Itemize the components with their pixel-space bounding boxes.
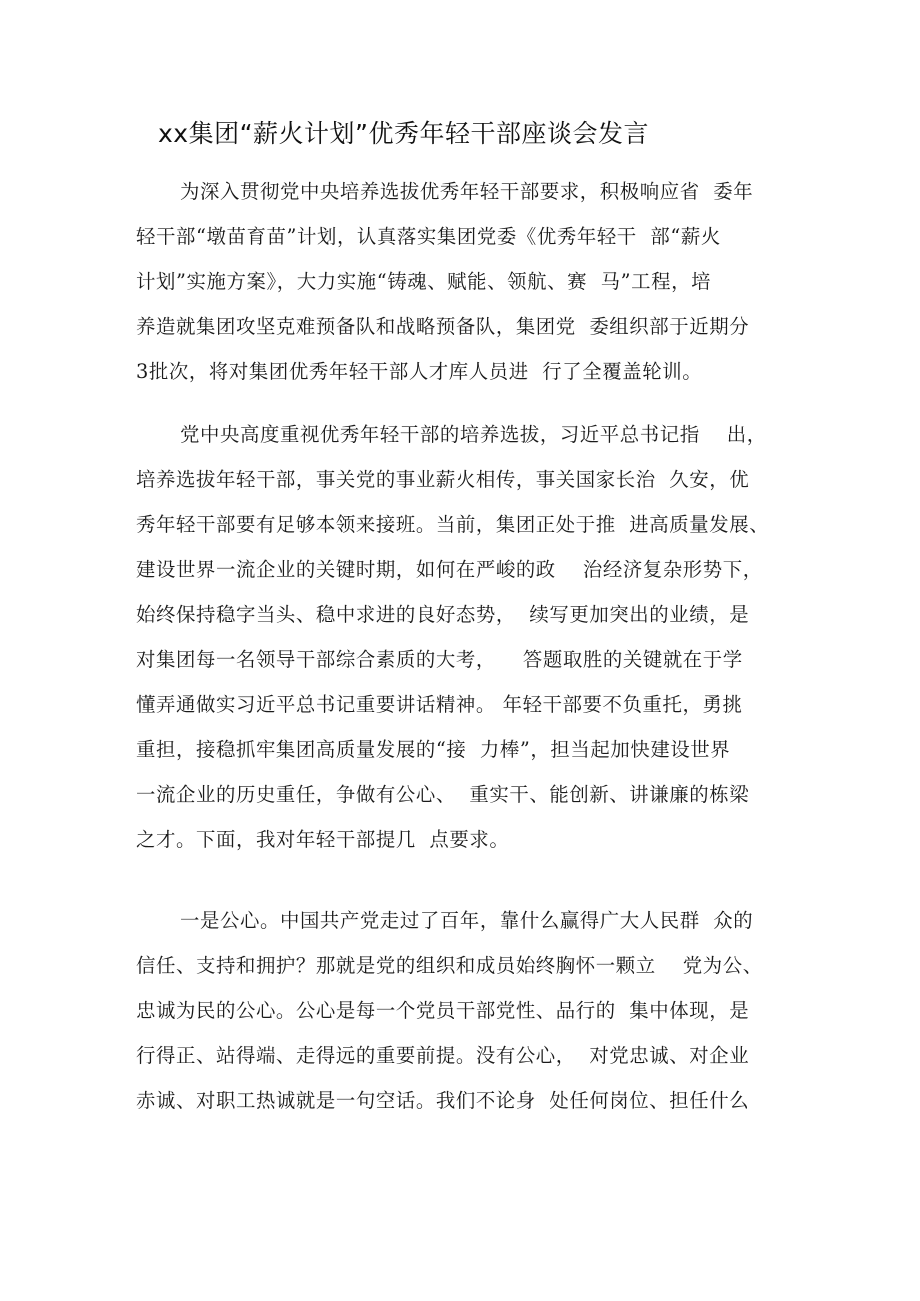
paragraph-line: 计划”实施方案》，大力实施“铸魂、赋能、领航、赛 马”工程，培	[136, 270, 712, 293]
paragraph-line: 养造就集团攻坚克难预备队和战略预备队，集团党 委组织部于近期分	[136, 315, 750, 338]
paragraph-line: 一流企业的历史重任，争做有公心、 重实干、能创新、讲谦廉的栋梁	[136, 783, 750, 806]
paragraph-2	[136, 412, 798, 862]
paragraph-3	[136, 898, 798, 1123]
paragraph-line: 始终保持稳字当头、稳中求进的良好态势， 续写更加突出的业绩，是	[136, 603, 750, 626]
paragraph-line: 党中央高度重视优秀年轻干部的培养选拔，习近平总书记指 出，	[180, 423, 767, 446]
paragraph-1	[136, 169, 798, 394]
paragraph-line: 一是公心。中国共产党走过了百年，靠什么赢得广大人民群 众的	[180, 909, 754, 932]
paragraph-line: 轻干部“墩苗育苗”计划，认真落实集团党委《优秀年轻干 部“薪火	[136, 225, 721, 248]
paragraph-line: 懂弄通做实习近平总书记重要讲话精神。 年轻干部要不负重托，勇挑	[136, 693, 743, 716]
paragraph-line: 忠诚为民的公心。公心是每一个党员干部党性、品行的 集中体现，是	[136, 999, 750, 1022]
paragraph-line: 建设世界一流企业的关键时期，如何在严峻的政 治经济复杂形势下，	[136, 558, 763, 581]
paragraph-line: 培养选拔年轻干部，事关党的事业薪火相传，事关国家长治 久安，优	[136, 468, 750, 491]
paragraph-line: 之才。下面，我对年轻干部提几 点要求。	[136, 828, 510, 851]
paragraph-line: 为深入贯彻党中央培养选拔优秀年轻干部要求，积极响应省 委年	[180, 180, 754, 203]
paragraph-line: 对集团每一名领导干部综合素质的大考， 答题取胜的关键就在于学	[136, 648, 743, 671]
paragraph-line: 3批次，将对集团优秀年轻干部人才库人员进 行了全覆盖轮训。	[136, 360, 703, 383]
paragraph-line: 行得正、站得端、走得远的重要前提。没有公心， 对党忠诚、对企业	[136, 1044, 750, 1067]
paragraph-line: 重担，接稳抓牢集团高质量发展的“接 力棒”，担当起加快建设世界	[136, 738, 731, 761]
paragraph-line: 赤诚、对职工热诚就是一句空话。我们不论身 处任何岗位、担任什么	[136, 1089, 750, 1112]
paragraph-line: 秀年轻干部要有足够本领来接班。当前，集团正处于推 进高质量发展、	[136, 513, 770, 536]
paragraph-line: 信任、支持和拥护？那就是党的组织和成员始终胸怀一颗立 党为公、	[136, 954, 763, 977]
document-title: xx集团“薪火计划”优秀年轻干部座谈会发言	[158, 119, 649, 148]
